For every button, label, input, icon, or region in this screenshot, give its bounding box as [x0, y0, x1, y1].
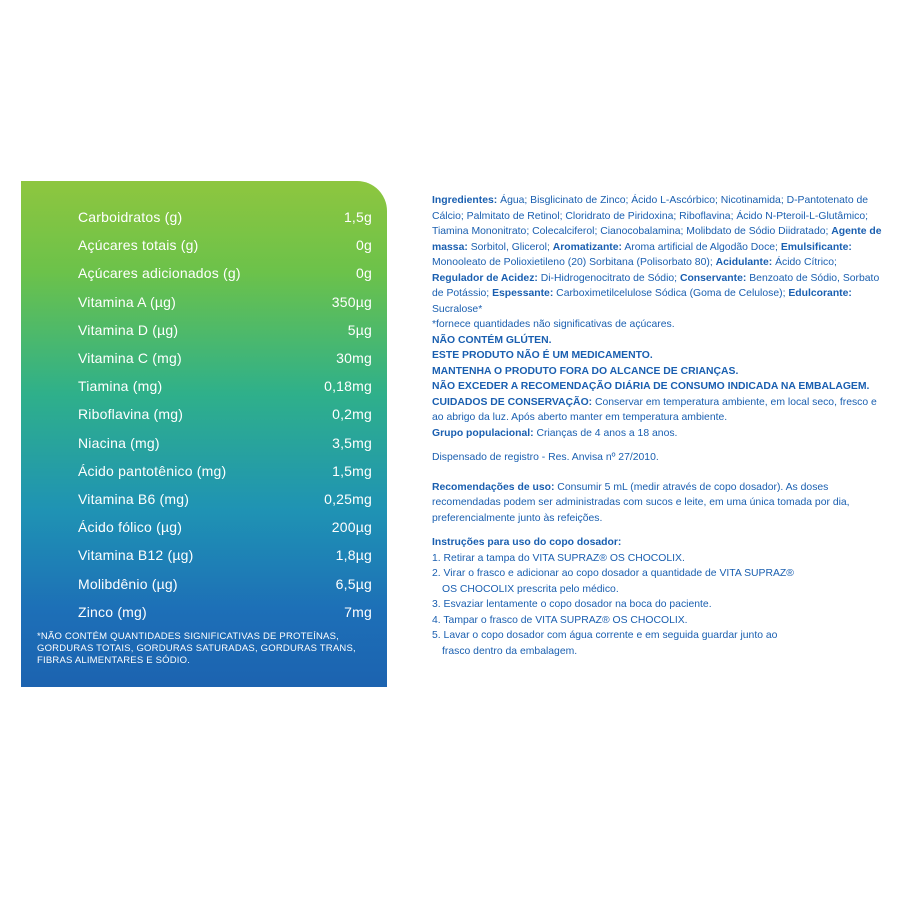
- product-info: [432, 193, 882, 659]
- nutrient-name: Molibdênio (µg): [78, 575, 178, 592]
- aroma-label: Aromatizante:: [552, 241, 622, 253]
- sugar-footnote: *fornece quantidades não significativas de açúcares.: [432, 319, 675, 330]
- reg-label: Regulador de Acidez:: [432, 272, 538, 284]
- nutrient-value: 7mg: [344, 603, 372, 620]
- cons-text: Benzoato de Sódio, Sorbato de Potássio;: [432, 272, 880, 299]
- instruction-step: 1. Retirar a tampa do VITA SUPRAZ® OS CHOCOLIX.: [432, 552, 685, 564]
- nutrition-row: [78, 259, 374, 287]
- keep-away-warning: MANTENHA O PRODUTO FORA DO ALCANCE DE CRIANÇAS.: [432, 365, 739, 377]
- nutrient-name: Vitamina C (mg): [78, 350, 182, 367]
- nutrient-name: Vitamina A (µg): [78, 293, 176, 310]
- nutrient-value: 3,5mg: [332, 434, 372, 451]
- nutrition-row: [78, 598, 374, 626]
- nutrient-name: Carboidratos (g): [78, 209, 183, 226]
- spacer: [432, 441, 882, 450]
- nutrient-name: Vitamina D (µg): [78, 321, 179, 338]
- nutrient-value: 200µg: [331, 519, 372, 536]
- cons-label: Conservante:: [679, 272, 747, 284]
- nutrition-row: [78, 569, 374, 597]
- nutrient-name: Açúcares adicionados (g): [78, 265, 241, 282]
- spacer: [432, 466, 882, 480]
- care-label: CUIDADOS DE CONSERVAÇÃO:: [432, 396, 593, 408]
- instruction-step: 2. Virar o frasco e adicionar ao copo dosador a quantidade de VITA SUPRAZ®: [432, 568, 794, 579]
- acid-label: Acidulante:: [715, 257, 773, 268]
- edul-text: Sucralose*: [432, 303, 483, 315]
- group-label: Grupo populacional:: [432, 427, 534, 439]
- nutrition-row: [78, 231, 374, 259]
- nutrient-name: Zinco (mg): [78, 603, 147, 620]
- nutrient-name: Tiamina (mg): [78, 378, 163, 395]
- nutrient-name: Açúcares totais (g): [78, 237, 199, 254]
- nutrient-value: 0g: [356, 265, 372, 282]
- care-paragraph: [432, 395, 882, 426]
- registration-note: Dispensado de registro - Res. Anvisa nº 27/2010.: [432, 452, 659, 463]
- nutrient-value: 1,5g: [343, 209, 372, 226]
- nutrient-value: 0g: [356, 237, 372, 254]
- nutrition-row: [78, 513, 374, 541]
- instruction-step: frasco dentro da embalagem.: [442, 645, 578, 657]
- nutrition-row: [78, 288, 374, 316]
- nutrition-row: [78, 372, 374, 400]
- nutrition-row: [78, 541, 374, 569]
- usage-label: Recomendações de uso:: [432, 481, 555, 493]
- usage-text: Consumir 5 mL (medir através de copo dosador). As doses recomendadas podem ser administradas com sucos e leite, em uma única tomada por dia, preferencialmente junto às refeições.: [432, 481, 850, 524]
- nutrition-row: [78, 457, 374, 485]
- instructions-title: Instruções para uso do copo dosador:: [432, 537, 622, 548]
- nutrition-footnote: *NÃO CONTÉM QUANTIDADES SIGNIFICATIVAS DE PROTEÍNAS, GORDURAS TOTAIS, GORDURAS SATURADAS, GORDURAS TRANS, FIBRAS ALIMENTARES E SÓDIO.: [37, 631, 356, 666]
- nutrient-value: 0,2mg: [332, 406, 372, 423]
- nutrient-name: Riboflavina (mg): [78, 406, 184, 423]
- nutrition-row: [78, 485, 374, 513]
- nutrition-row: [78, 400, 374, 428]
- spacer: [432, 526, 882, 535]
- nutrition-row: [78, 316, 374, 344]
- acid-text: Ácido Cítrico;: [772, 257, 837, 268]
- nutrient-name: Niacina (mg): [78, 434, 160, 451]
- nutrition-row: [78, 203, 374, 231]
- instruction-step: 3. Esvaziar lentamente o copo dosador na boca do paciente.: [432, 599, 712, 610]
- reg-text: Di-Hidrogenocitrato de Sódio;: [537, 272, 680, 284]
- nutrient-name: Ácido pantotênico (mg): [78, 462, 227, 479]
- group-paragraph: [432, 426, 882, 442]
- gluten-warning: NÃO CONTÉM GLÚTEN.: [432, 334, 552, 346]
- nutrient-name: Vitamina B6 (mg): [78, 490, 190, 507]
- nutrient-value: 0,25mg: [324, 490, 372, 507]
- emuls-text: Monooleato de Polioxietileno (20) Sorbitana (Polisorbato 80);: [432, 257, 716, 268]
- nutrient-value: 1,8µg: [335, 547, 372, 564]
- care-text: Conservar em temperatura ambiente, em local seco, fresco e ao abrigo da luz. Após aberto manter em temperatura ambiente.: [432, 396, 877, 423]
- nutrient-value: 0,18mg: [324, 378, 372, 395]
- aroma-text: Aroma artificial de Algodão Doce;: [622, 241, 778, 253]
- esp-text: Carboximetilcelulose Sódica (Goma de Celulose);: [553, 288, 786, 299]
- nutrient-value: 5µg: [347, 321, 372, 338]
- nutrient-value: 1,5mg: [332, 462, 372, 479]
- nutrient-value: 6,5µg: [335, 575, 372, 592]
- ingredients-label: Ingredientes:: [432, 195, 498, 206]
- nutrition-row: [78, 344, 374, 372]
- nutrient-name: Vitamina B12 (µg): [78, 547, 194, 564]
- group-text: Crianças de 4 anos a 18 anos.: [533, 427, 678, 439]
- ingredients-paragraph: [432, 193, 882, 317]
- edul-label: Edulcorante:: [788, 288, 852, 299]
- nutrient-value: 350µg: [331, 293, 372, 310]
- not-medicine-warning: ESTE PRODUTO NÃO É UM MEDICAMENTO.: [432, 350, 653, 361]
- nutrient-value: 30mg: [336, 350, 372, 367]
- nutrient-name: Ácido fólico (µg): [78, 519, 183, 536]
- instruction-step: 5. Lavar o copo dosador com água corrente e em seguida guardar junto ao: [432, 630, 778, 641]
- do-not-exceed-warning: NÃO EXCEDER A RECOMENDAÇÃO DIÁRIA DE CONSUMO INDICADA NA EMBALAGEM.: [432, 381, 870, 392]
- usage-paragraph: [432, 480, 882, 527]
- esp-label: Espessante:: [492, 288, 554, 299]
- nutrition-row: [78, 429, 374, 457]
- ingredients-text: Água; Bisglicinato de Zinco; Ácido L-Ascórbico; Nicotinamida; D-Pantotenato de Cálcio; Palmitato de Retinol; Cloridrato de Piridoxina; Riboflavina; Ácido N-Pteroil-L-Glutâmico; Tiamina Mononitrato; Colecalciferol; Cianocobalamina; Molibdato de Sódio Diidratado;: [432, 195, 869, 237]
- instruction-step: 4. Tampar o frasco de VITA SUPRAZ® OS CHOCOLIX.: [432, 614, 688, 626]
- massa-label: Agente de massa:: [432, 226, 882, 253]
- emuls-label: Emulsificante:: [780, 241, 852, 253]
- nutrition-panel: [21, 181, 387, 687]
- instruction-step: OS CHOCOLIX prescrita pelo médico.: [442, 583, 619, 595]
- nutrition-table: [78, 203, 374, 626]
- massa-text: Sorbitol, Glicerol;: [467, 241, 553, 253]
